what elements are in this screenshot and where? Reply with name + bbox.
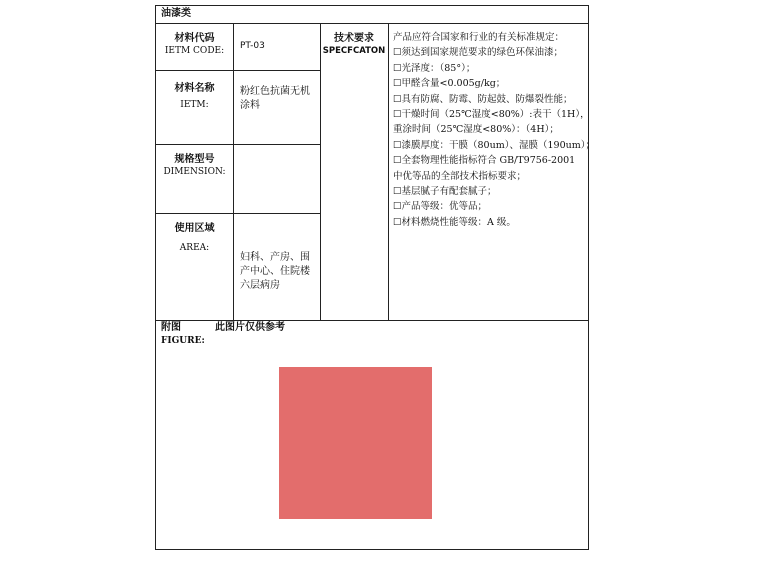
figure-label-cn: 附图 [161, 322, 181, 333]
requirement-line: ☐漆膜厚度：干膜（80um）、湿膜（190um）； [393, 139, 595, 151]
tech-label-en: SPECFCATON [322, 46, 386, 56]
material-spec-sheet [155, 5, 595, 550]
area-label-cn: 使用区域 [174, 223, 215, 234]
area-label-en: AREA: [179, 243, 210, 253]
divider [388, 23, 389, 320]
tech-label-cn: 技术要求 [334, 33, 374, 44]
code-label-cn: 材料代码 [174, 33, 215, 44]
figure-label-en: FIGURE: [161, 336, 205, 346]
divider [156, 23, 588, 24]
requirement-line: ☐光泽度：（85°）； [393, 62, 476, 74]
dimension-label-en: DIMENSION: [163, 167, 226, 177]
requirement-line: ☐甲醛含量<0.005g/kg； [393, 78, 506, 90]
area-value-line: 产中心、住院楼 [240, 266, 310, 277]
divider [320, 23, 321, 320]
divider [156, 213, 320, 214]
figure-note: 此图片仅供参考 [215, 322, 285, 333]
name-label-en: IETM: [180, 100, 209, 110]
code-value: PT-03 [240, 41, 265, 51]
divider [156, 70, 320, 71]
requirement-line: ☐材料燃烧性能等级：A 级。 [393, 216, 516, 228]
color-swatch-image [279, 367, 432, 519]
requirement-line: ☐基层腻子有配套腻子； [393, 186, 497, 198]
requirement-line: 重涂时间（25℃湿度<80%）：（4H）； [393, 124, 559, 136]
requirement-line: ☐须达到国家规范要求的绿色环保油漆； [393, 47, 564, 59]
divider [233, 23, 234, 320]
category-title: 油漆类 [161, 8, 191, 19]
dimension-label-cn: 规格型号 [174, 154, 215, 165]
requirement-line: ☐产品等级：优等品； [393, 201, 488, 213]
area-value-line: 六层病房 [240, 280, 280, 291]
requirements-list [393, 30, 595, 230]
name-value-line: 粉红色抗菌无机 [240, 86, 310, 97]
name-value-line: 涂料 [240, 100, 260, 111]
requirement-line: 产品应符合国家和行业的有关标准规定： [393, 32, 565, 43]
code-label-en: IETM CODE: [164, 46, 225, 56]
area-value-line: 妇科、产房、围 [240, 252, 310, 263]
divider [156, 144, 320, 145]
requirement-line: ☐全套物理性能指标符合 GB/T9756-2001 [393, 155, 576, 167]
name-label-cn: 材料名称 [174, 83, 215, 94]
requirement-line: ☐具有防腐、防霉、防起鼓、防爆裂性能； [393, 93, 573, 105]
requirement-line: ☐干燥时间（25℃湿度<80%）:表干（1H）， [393, 109, 590, 121]
requirement-line: 中优等品的全部技术指标要求； [393, 170, 527, 182]
